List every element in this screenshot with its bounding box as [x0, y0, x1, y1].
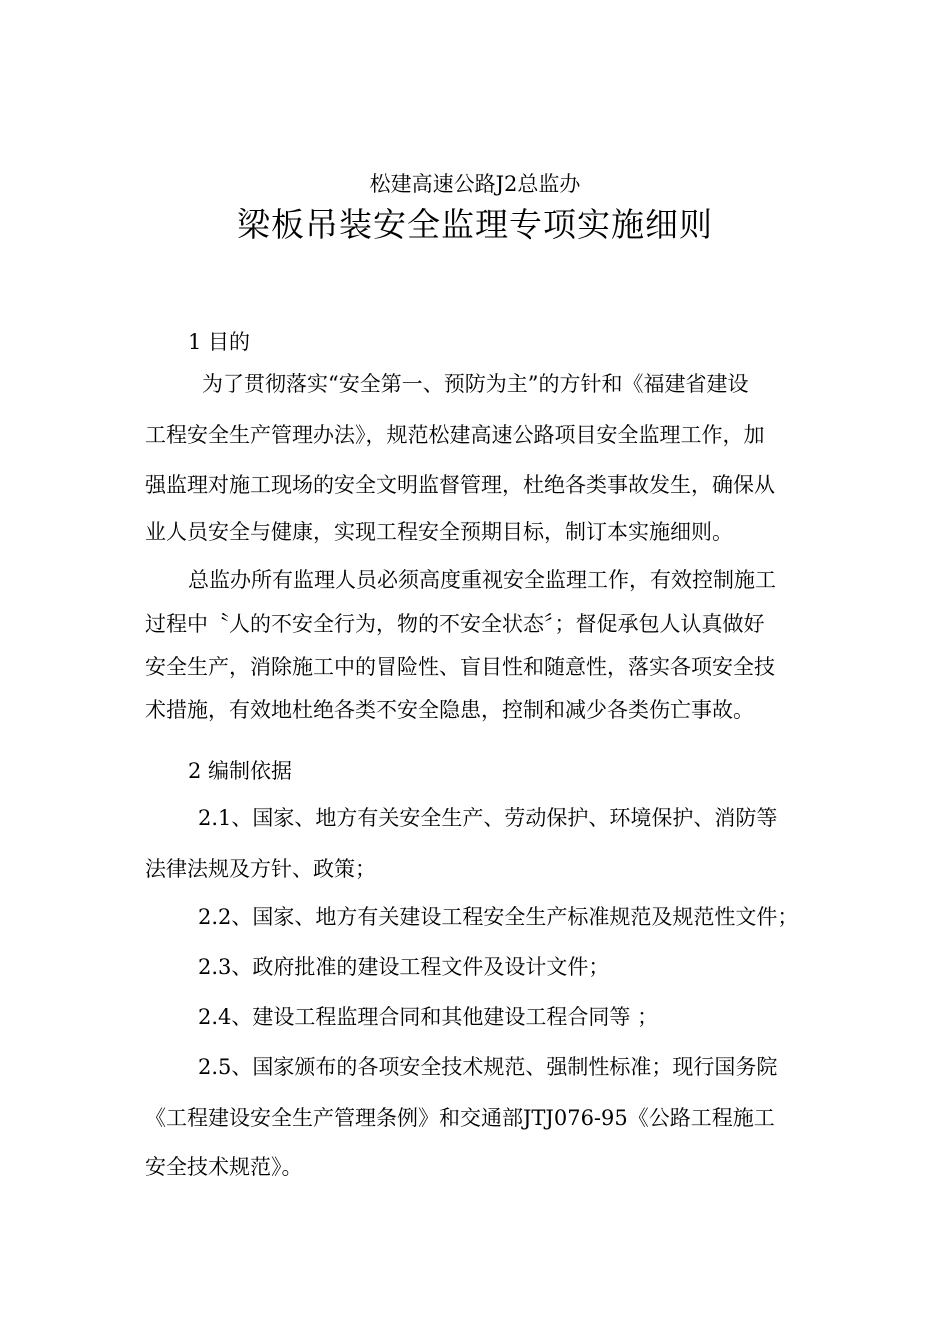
paragraph-line: 为了贯彻落实“安全第一、预防为主”的方针和《福建省建设: [202, 372, 749, 396]
list-item: 《工程建设安全生产管理条例》和交通部JTJ076-95《公路工程施工: [145, 1106, 775, 1130]
paragraph-line: 强监理对施工现场的安全文明监督管理，杜绝各类事故发生，确保从: [145, 473, 775, 497]
paragraph-line: 过程中〝人的不安全行为，物的不安全状态〞；督促承包人认真做好: [145, 612, 765, 636]
section-heading-basis: 2 编制依据: [188, 759, 293, 783]
paragraph-line: 工程安全生产管理办法》，规范松建高速公路项目安全监理工作，加: [145, 423, 765, 447]
list-item: 2.3、政府批准的建设工程文件及设计文件；: [198, 955, 610, 979]
paragraph-line: 术措施，有效地杜绝各类不安全隐患，控制和减少各类伤亡事故。: [145, 698, 754, 722]
list-item: 安全技术规范》。: [145, 1155, 303, 1179]
list-item: 2.1、国家、地方有关安全生产、劳动保护、环境保护、消防等: [198, 806, 778, 830]
paragraph-line: 总监办所有监理人员必须高度重视安全监理工作，有效控制施工: [188, 568, 776, 592]
list-item: 2.5、国家颁布的各项安全技术规范、强制性标准；现行国务院: [198, 1055, 778, 1079]
organization-name: 松建高速公路J2总监办: [369, 172, 581, 196]
list-item: 法律法规及方针、政策；: [145, 857, 376, 881]
document-title: 梁板吊装安全监理专项实施细则: [237, 205, 713, 244]
section-heading-purpose: 1 目的: [188, 330, 251, 354]
paragraph-line: 业人员安全与健康，实现工程安全预期目标，制订本实施细则。: [145, 520, 733, 544]
list-item: 2.4、建设工程监理合同和其他建设工程合同等 ；: [198, 1005, 659, 1029]
list-item: 2.2、国家、地方有关建设工程安全生产标准规范及规范性文件；: [198, 905, 799, 929]
paragraph-line: 安全生产，消除施工中的冒险性、盲目性和随意性，落实各项安全技: [145, 655, 775, 679]
